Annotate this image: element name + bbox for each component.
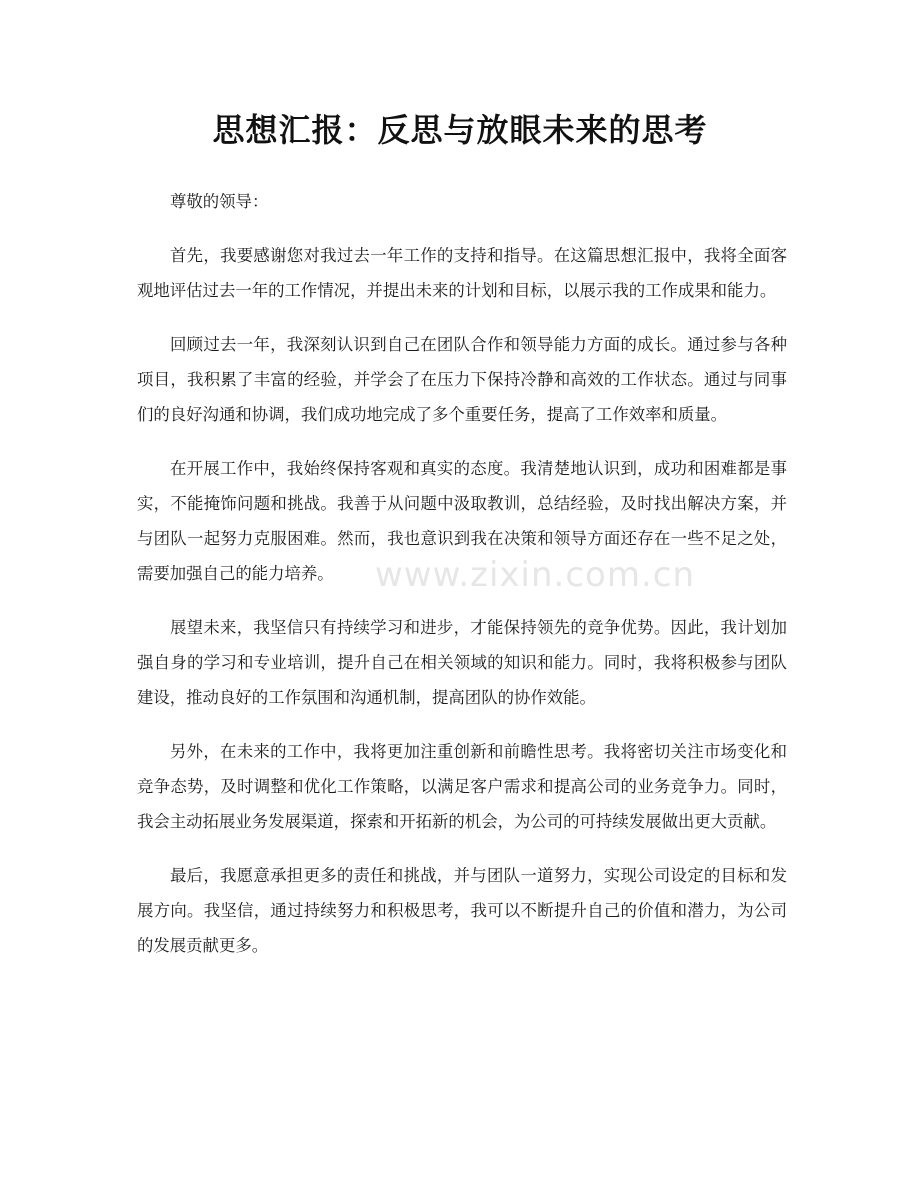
- paragraph-6: 最后，我愿意承担更多的责任和挑战，并与团队一道努力，实现公司设定的目标和发展方向。我坚信，通过持续努力和积极思考，我可以不断提升自己的价值和潜力，为公司的发展贡献更多。: [137, 866, 787, 955]
- paragraph-2: 回顾过去一年，我深刻认识到自己在团队合作和领导能力方面的成长。通过参与各种项目，我积累了丰富的经验，并学会了在压力下保持冷静和高效的工作状态。通过与同事们的良好沟通和协调，我们成功地完成了多个重要任务，提高了工作效率和质量。: [137, 335, 787, 424]
- document-title: 思想汇报：反思与放眼未来的思考: [212, 111, 708, 149]
- paragraph-1: 首先，我要感谢您对我过去一年工作的支持和指导。在这篇思想汇报中，我将全面客观地评估过去一年的工作情况，并提出未来的计划和目标，以展示我的工作成果和能力。: [137, 246, 787, 300]
- salutation: 尊敬的领导：: [170, 192, 269, 211]
- document-body: [137, 184, 787, 982]
- paragraph-4: 展望未来，我坚信只有持续学习和进步，才能保持领先的竞争优势。因此，我计划加强自身的学习和专业培训，提升自己在相关领域的知识和能力。同时，我将积极参与团队建设，推动良好的工作氛围和沟通机制，提高团队的协作效能。: [137, 618, 787, 707]
- watermark: www.zixin.com.cn: [375, 555, 695, 595]
- paragraph-3: 在开展工作中，我始终保持客观和真实的态度。我清楚地认识到，成功和困难都是事实，不能掩饰问题和挑战。我善于从问题中汲取教训，总结经验，及时找出解决方案，并与团队一起努力克服困难。然而，我也意识到我在决策和领导方面还存在一些不足之处，需要加强自己的能力培养。: [137, 459, 787, 583]
- paragraph-5: 另外，在未来的工作中，我将更加注重创新和前瞻性思考。我将密切关注市场变化和竞争态势，及时调整和优化工作策略，以满足客户需求和提高公司的业务竞争力。同时，我会主动拓展业务发展渠道，探索和开拓新的机会，为公司的可持续发展做出更大贡献。: [137, 742, 787, 831]
